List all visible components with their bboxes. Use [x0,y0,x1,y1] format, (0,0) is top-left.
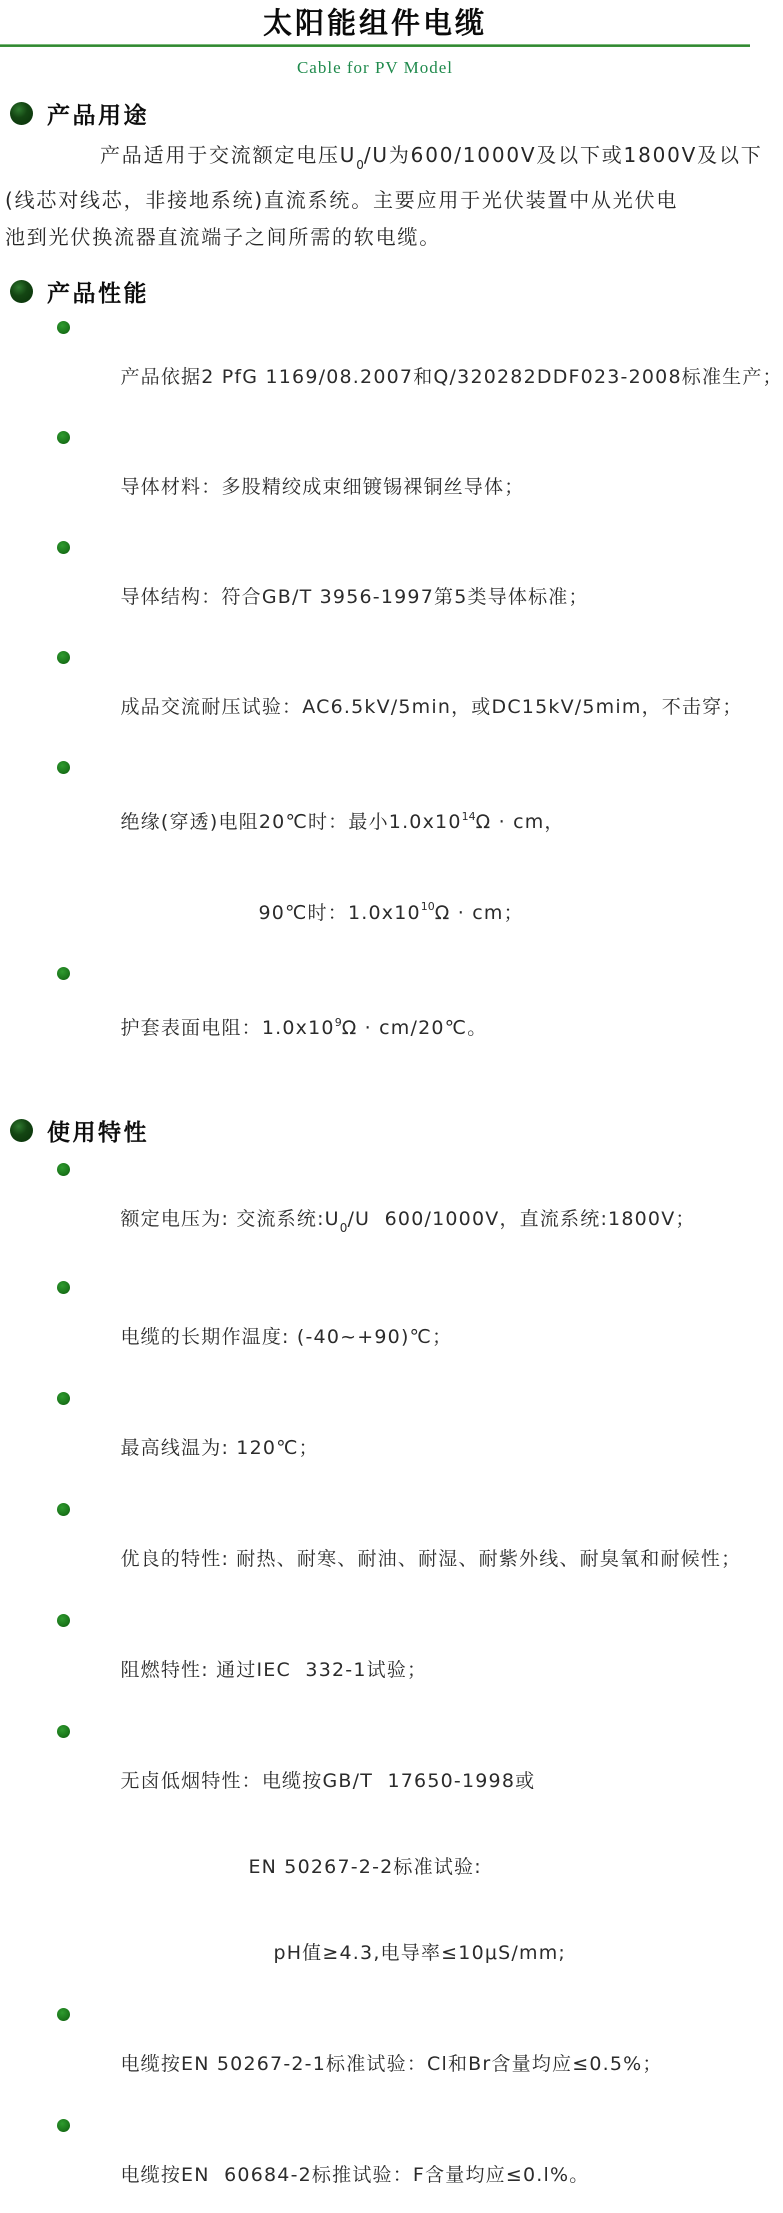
list-item-structure [57,535,750,635]
item-bullet-icon [57,1163,70,1176]
item-text-segment: 额定电压为: 交流系统:U [120,1207,340,1230]
section-bullet-icon [10,1119,33,1142]
section-usage-header [0,100,750,129]
section-bullet-icon [10,280,33,303]
list-item-f-content [57,2113,750,2213]
item-text-segment: 90℃时：1.0x10 [258,901,421,924]
item-bullet-icon [57,1392,70,1405]
list-item-text: 产品依据2 PfG 1169/08.2007和Q/320282DDF023-2008标准生产； [120,366,783,388]
list-item-material [57,425,750,525]
list-item-text: 导体材料：多股精绞成束细镀锡裸铜丝导体； [120,476,525,498]
subscript-zero: 0 [339,1220,348,1235]
list-item-text: 电缆的长期作温度: (-40~+90)℃； [120,1325,453,1348]
list-item-halogen-free-continuation-2 [57,1916,750,1991]
section-characteristics-header [0,1118,750,1147]
item-bullet-icon [57,431,70,444]
item-text-segment: Ω · cm； [434,901,524,924]
item-text-segment: /U 600/1000V，直流系统:1800V； [347,1207,696,1230]
section-characteristics-title: 使用特性 [47,1120,149,1147]
list-item-text: 电缆按EN 50267-2-1标准试验：Cl和Br含量均应≤0.5%； [120,2052,663,2075]
subscript-zero: 0 [356,158,364,172]
item-bullet-icon [57,2008,70,2021]
section-bullet-icon [10,102,33,125]
list-item-text: pH值≥4.3,电导率≤10μS/mm; [273,1941,567,1964]
item-bullet-icon [57,1503,70,1516]
list-item-insulation-resistance [57,755,750,860]
list-item-text [258,902,523,924]
paragraph-line-3: 池到光伏换流器直流端子之间所需的软电缆。 [5,225,441,249]
section-performance-title: 产品性能 [47,280,149,307]
list-item-text: 无卤低烟特性：电缆按GB/T 17650-1998或 [120,1769,536,1792]
list-item-text: 最高线温为: 120℃； [120,1436,319,1459]
item-text-segment: 绝缘(穿透)电阻20℃时：最小1.0x10 [120,811,462,834]
item-bullet-icon [57,541,70,554]
list-item-insulation-continuation [57,870,750,950]
list-item-text: 阻燃特性: 通过IEC 332-1试验； [120,1658,428,1681]
list-item-rated-voltage [57,1157,750,1264]
item-bullet-icon [57,761,70,774]
item-bullet-icon [57,967,70,980]
list-item-text [120,1017,487,1039]
list-item-text: 优良的特性: 耐热、耐寒、耐油、耐湿、耐紫外线、耐臭氧和耐候性； [120,1547,742,1570]
list-item-long-term-temp [57,1275,750,1375]
list-item-text: 成品交流耐压试验：AC6.5kV/5min，或DC15kV/5mim，不击穿； [120,696,743,718]
performance-list [0,315,783,1066]
superscript-exponent: 14 [461,810,476,823]
page-subtitle: Cable for PV Model [296,58,454,77]
list-item-max-temp [57,1386,750,1486]
list-item-text [120,1207,696,1235]
title-divider-rule [0,44,750,47]
item-text-segment: Ω · cm/20℃。 [341,1016,488,1039]
list-item-text: 导体结构：符合GB/T 3956-1997第5类导体标准； [120,586,589,608]
list-item-halogen-free [57,1719,750,1819]
list-item-sheath-resistance [57,961,750,1066]
item-bullet-icon [57,321,70,334]
list-item-flame-retardant [57,1608,750,1708]
item-bullet-icon [57,1725,70,1738]
item-text-segment: Ω · cm， [475,811,565,834]
list-item-text: 电缆按EN 60684-2标推试验：F含量均应≤0.l%。 [120,2163,590,2186]
paragraph-line-2: (线芯对线芯，非接地系统)直流系统。主要应用于光伏装置中从光伏电 [5,188,679,212]
list-item-text [120,811,564,833]
item-bullet-icon [57,2119,70,2132]
superscript-exponent: 9 [334,1015,342,1029]
item-bullet-icon [57,1281,70,1294]
list-item-halogen-free-continuation-1 [57,1830,750,1905]
item-bullet-icon [57,651,70,664]
list-item-text: EN 50267-2-2标准试验: [248,1855,482,1878]
section-performance-header [0,278,750,307]
list-item-cl-br-content [57,2002,750,2102]
item-bullet-icon [57,1614,70,1627]
item-text-segment: 护套表面电阻：1.0x10 [120,1016,335,1039]
page-title: 太阳能组件电缆 [262,6,487,40]
paragraph-text: 产品适用于交流额定电压U [100,143,357,167]
list-item-good-properties [57,1497,750,1597]
usage-paragraph [5,137,763,256]
superscript-exponent: 10 [420,900,435,914]
list-item-standard [57,315,783,415]
paragraph-text: /U为600/1000V及以下或1800V及以下 [363,143,763,167]
section-usage-title: 产品用途 [47,102,149,129]
list-item-voltage-test [57,645,750,745]
paragraph-line-1 [5,137,763,182]
characteristics-list [0,1157,750,2213]
